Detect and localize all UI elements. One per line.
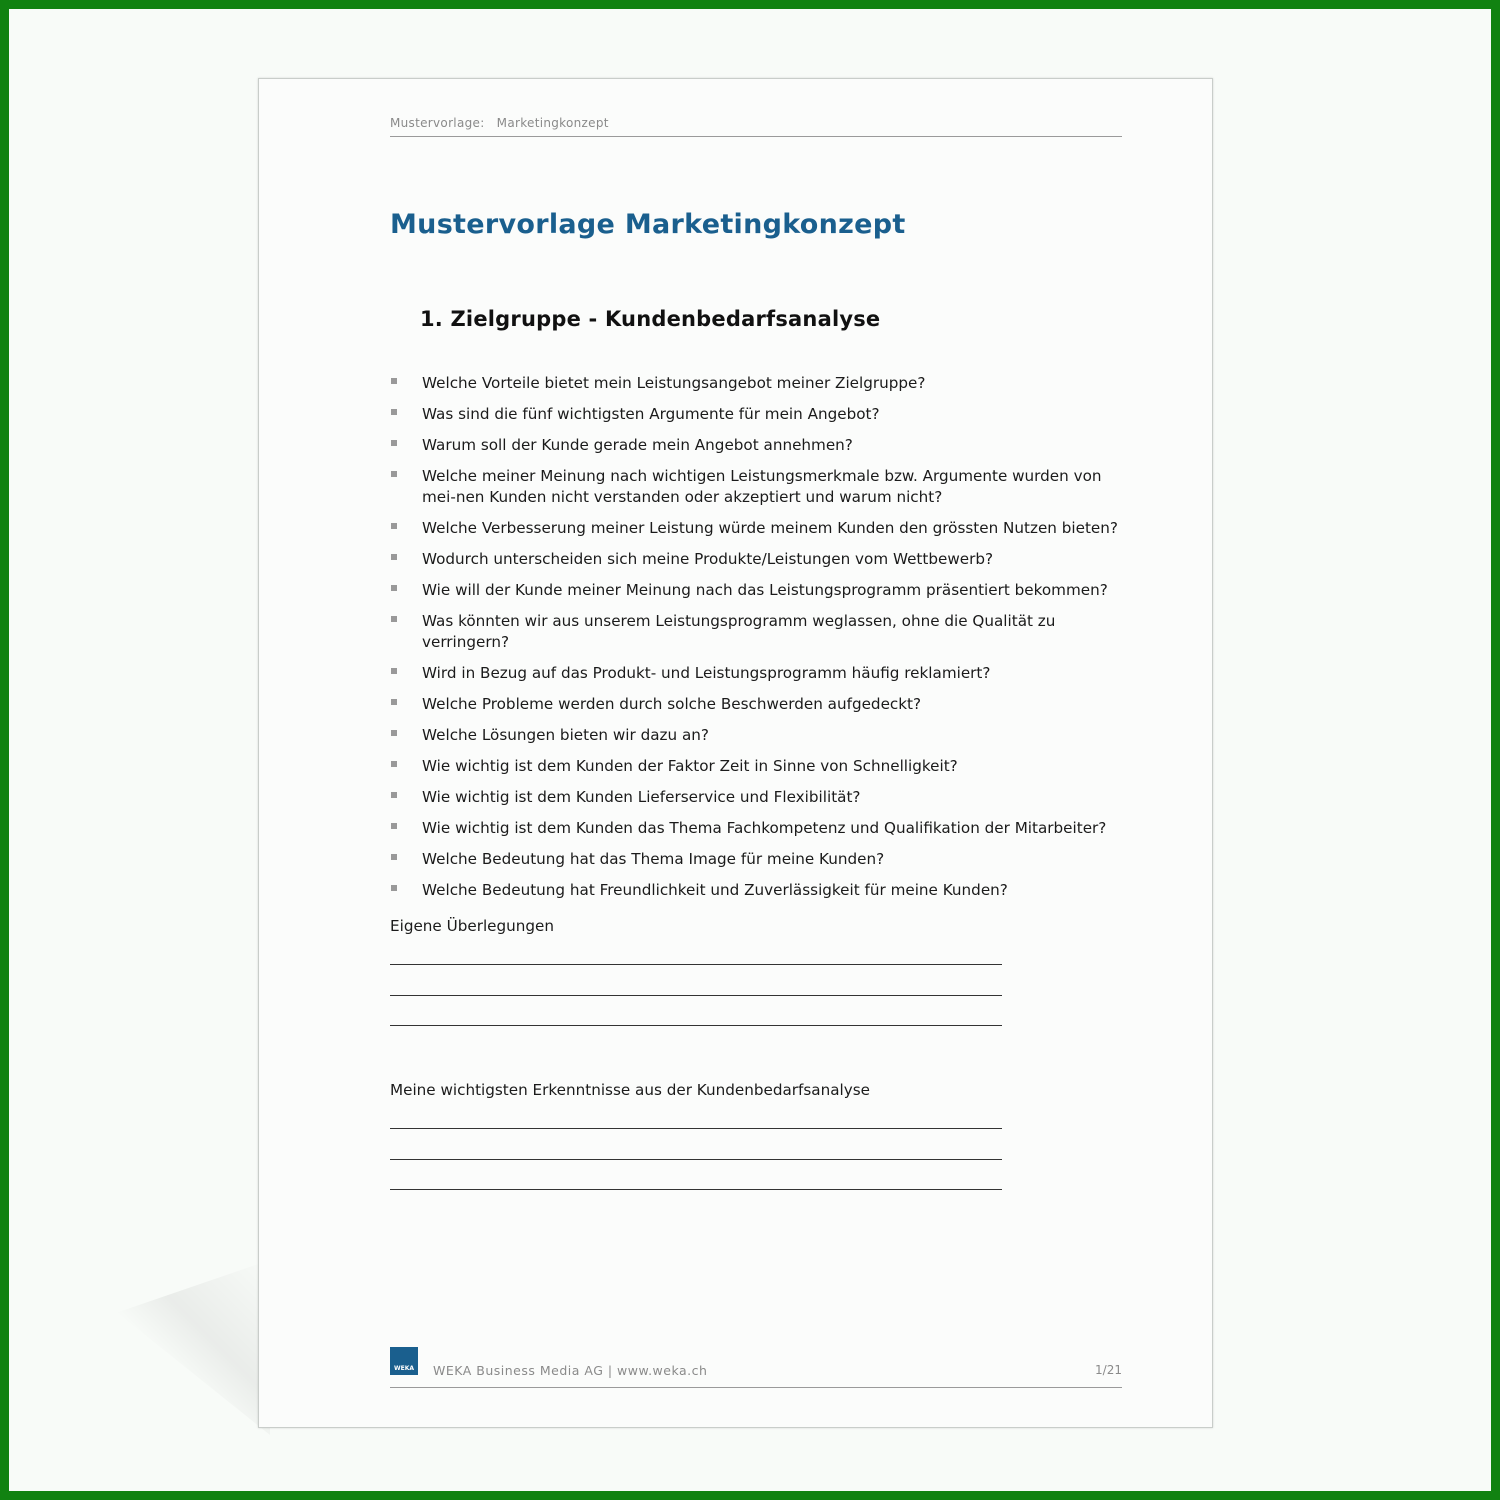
question-item	[390, 818, 1130, 839]
question-item	[390, 694, 1130, 715]
question-item	[390, 787, 1130, 808]
question-text: Welche Bedeutung hat das Thema Image für meine Kunden?	[422, 850, 885, 868]
question-item	[390, 518, 1130, 539]
question-text: Welche Probleme werden durch solche Beschwerden aufgedeckt?	[422, 695, 922, 713]
question-text: Wie will der Kunde meiner Meinung nach das Leistungsprogramm präsentiert bekommen?	[422, 581, 1108, 599]
document-page	[258, 78, 1213, 1428]
header-name: Marketingkonzept	[496, 116, 609, 130]
bullet-square-icon	[391, 792, 397, 798]
question-list	[390, 373, 1130, 911]
header-label: Mustervorlage:	[390, 116, 485, 130]
question-text: Warum soll der Kunde gerade mein Angebot annehmen?	[422, 436, 853, 454]
bullet-square-icon	[391, 378, 397, 384]
question-text: Welche Vorteile bietet mein Leistungsangebot meiner Zielgruppe?	[422, 374, 926, 392]
question-text: Wie wichtig ist dem Kunden Lieferservice und Flexibilität?	[422, 788, 861, 806]
question-text: Wird in Bezug auf das Produkt- und Leistungsprogramm häufig reklamiert?	[422, 664, 991, 682]
insights-line	[390, 1159, 1002, 1160]
question-item	[390, 549, 1130, 570]
question-text: Welche Verbesserung meiner Leistung würde meinem Kunden den grössten Nutzen bieten?	[422, 519, 1118, 537]
reflection-label: Eigene Überlegungen	[390, 917, 555, 935]
bullet-square-icon	[391, 699, 397, 705]
insights-line	[390, 1189, 1002, 1190]
footer-company: WEKA Business Media AG | www.weka.ch	[433, 1363, 708, 1378]
bullet-square-icon	[391, 440, 397, 446]
bullet-square-icon	[391, 823, 397, 829]
question-text: Was sind die fünf wichtigsten Argumente für mein Angebot?	[422, 405, 880, 423]
bullet-square-icon	[391, 409, 397, 415]
bullet-square-icon	[391, 885, 397, 891]
insights-line	[390, 1128, 1002, 1129]
bullet-square-icon	[391, 616, 397, 622]
question-text: Welche Lösungen bieten wir dazu an?	[422, 726, 709, 744]
page-number: 1/21	[1095, 1363, 1122, 1377]
bullet-square-icon	[391, 554, 397, 560]
bullet-square-icon	[391, 523, 397, 529]
bullet-square-icon	[391, 668, 397, 674]
question-item	[390, 435, 1130, 456]
question-item	[390, 725, 1130, 746]
bullet-square-icon	[391, 730, 397, 736]
question-item	[390, 880, 1130, 901]
question-item	[390, 663, 1130, 684]
question-item	[390, 611, 1130, 653]
weka-logo: WEKA	[390, 1347, 418, 1375]
bullet-square-icon	[391, 854, 397, 860]
bullet-square-icon	[391, 761, 397, 767]
question-item	[390, 373, 1130, 394]
question-item	[390, 404, 1130, 425]
page-footer	[390, 1347, 1122, 1388]
bullet-square-icon	[391, 585, 397, 591]
question-text: Welche Bedeutung hat Freundlichkeit und Zuverlässigkeit für meine Kunden?	[422, 881, 1008, 899]
question-item	[390, 466, 1130, 508]
question-text: Welche meiner Meinung nach wichtigen Leistungsmerkmale bzw. Argumente wurden von mei-nen Kunden nicht verstanden oder akzeptiert und warum nicht?	[422, 467, 1102, 506]
reflection-line	[390, 995, 1002, 996]
reflection-line	[390, 964, 1002, 965]
page-header	[390, 116, 1122, 137]
reflection-line	[390, 1025, 1002, 1026]
question-text: Wodurch unterscheiden sich meine Produkte/Leistungen vom Wettbewerb?	[422, 550, 994, 568]
question-item	[390, 849, 1130, 870]
section-heading: 1. Zielgruppe - Kundenbedarfsanalyse	[420, 307, 881, 331]
question-text: Wie wichtig ist dem Kunden das Thema Fachkompetenz und Qualifikation der Mitarbeiter?	[422, 819, 1107, 837]
question-item	[390, 756, 1130, 777]
bullet-square-icon	[391, 471, 397, 477]
question-item	[390, 580, 1130, 601]
question-text: Wie wichtig ist dem Kunden der Faktor Zeit in Sinne von Schnelligkeit?	[422, 757, 958, 775]
question-text: Was könnten wir aus unserem Leistungsprogramm weglassen, ohne die Qualität zu verringern?	[422, 612, 1056, 651]
document-title: Mustervorlage Marketingkonzept	[390, 209, 906, 240]
insights-label: Meine wichtigsten Erkenntnisse aus der Kundenbedarfsanalyse	[390, 1081, 870, 1099]
